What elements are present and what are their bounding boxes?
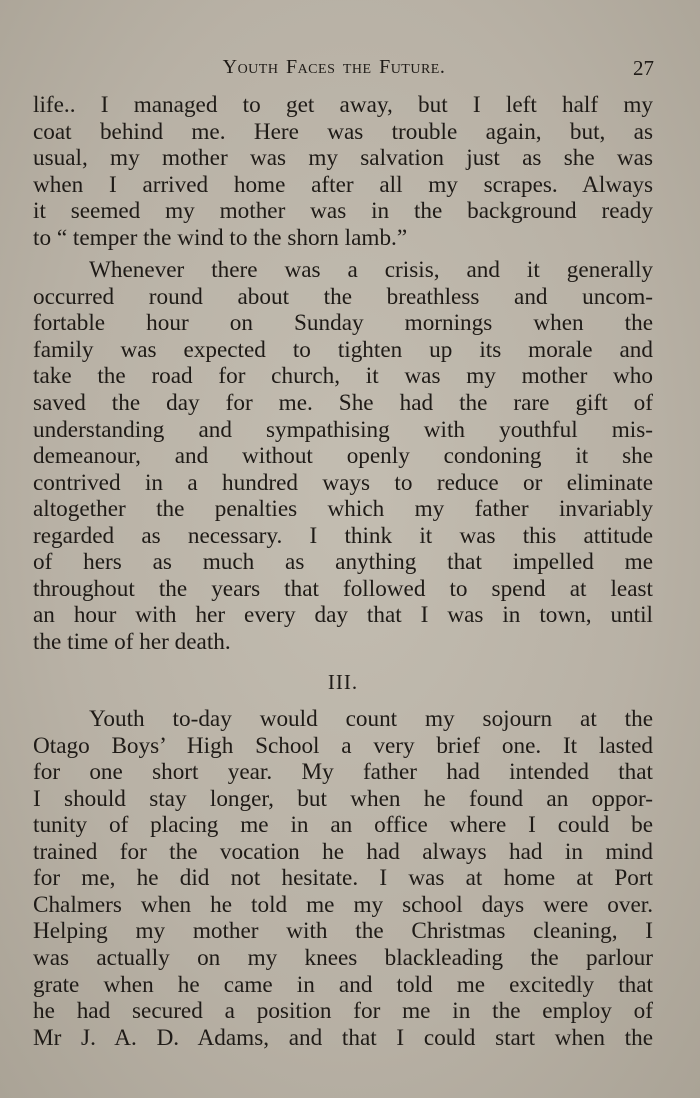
text-line: the time of her death. — [33, 628, 231, 655]
section-heading: III. — [327, 670, 359, 695]
body-text — [33, 92, 653, 1051]
text-line: demeanour, and without openly condoning it she — [33, 443, 653, 470]
text-line: Whenever there was a crisis, and it generally — [89, 257, 653, 284]
text-line: an hour with her every day that I was in town, until — [33, 602, 653, 629]
text-line: for one short year. My father had intended that — [33, 759, 653, 786]
text-line: altogether the penalties which my father invariably — [33, 496, 653, 523]
text-line: understanding and sympathising with youthful mis- — [33, 416, 653, 443]
text-line: contrived in a hundred ways to reduce or eliminate — [33, 469, 653, 496]
text-line: throughout the years that followed to spend at least — [33, 575, 653, 602]
text-line: fortable hour on Sunday mornings when the — [33, 310, 653, 337]
text-line: grate when he came in and told me excitedly that — [33, 971, 653, 998]
text-line: Chalmers when he told me my school days were over. — [33, 891, 653, 918]
text-line: saved the day for me. She had the rare gift of — [33, 390, 653, 417]
text-line: occurred round about the breathless and uncom- — [33, 283, 653, 310]
running-title: Youth Faces the Future. — [222, 56, 446, 78]
text-line: life.. I managed to get away, but I left half my — [33, 92, 653, 118]
text-line: to “ temper the wind to the shorn lamb.” — [33, 224, 408, 251]
text-line: tunity of placing me in an office where I could be — [33, 812, 653, 839]
text-line: Otago Boys’ High School a very brief one. It lasted — [33, 732, 653, 759]
running-head — [34, 56, 654, 82]
text-line: I should stay longer, but when he found an oppor- — [33, 785, 653, 812]
text-line: take the road for church, it was my mother who — [33, 363, 653, 390]
paragraph-1 — [33, 92, 653, 251]
text-line: regarded as necessary. I think it was this attitude — [33, 522, 653, 549]
text-line: was actually on my knees blackleading the parlour — [33, 944, 653, 971]
page-number: 27 — [633, 56, 654, 80]
text-line: Youth to-day would count my sojourn at the — [89, 706, 653, 733]
text-line: family was expected to tighten up its morale and — [33, 336, 653, 363]
paragraph-3 — [33, 706, 653, 1051]
paragraph-2 — [33, 257, 653, 655]
text-line: Mr J. A. D. Adams, and that I could start when the — [33, 1024, 653, 1051]
text-line: coat behind me. Here was trouble again, but, as — [33, 118, 653, 145]
text-line: when I arrived home after all my scrapes. Always — [33, 171, 653, 198]
text-line: trained for the vocation he had always had in mind — [33, 838, 653, 865]
text-line: usual, my mother was my salvation just as she was — [33, 145, 653, 172]
text-line: it seemed my mother was in the background ready — [33, 198, 653, 225]
text-line: Helping my mother with the Christmas cleaning, I — [33, 918, 653, 945]
text-line: he had secured a position for me in the employ of — [33, 998, 653, 1025]
text-line: of hers as much as anything that impelled me — [33, 549, 653, 576]
text-line: for me, he did not hesitate. I was at home at Port — [33, 865, 653, 892]
